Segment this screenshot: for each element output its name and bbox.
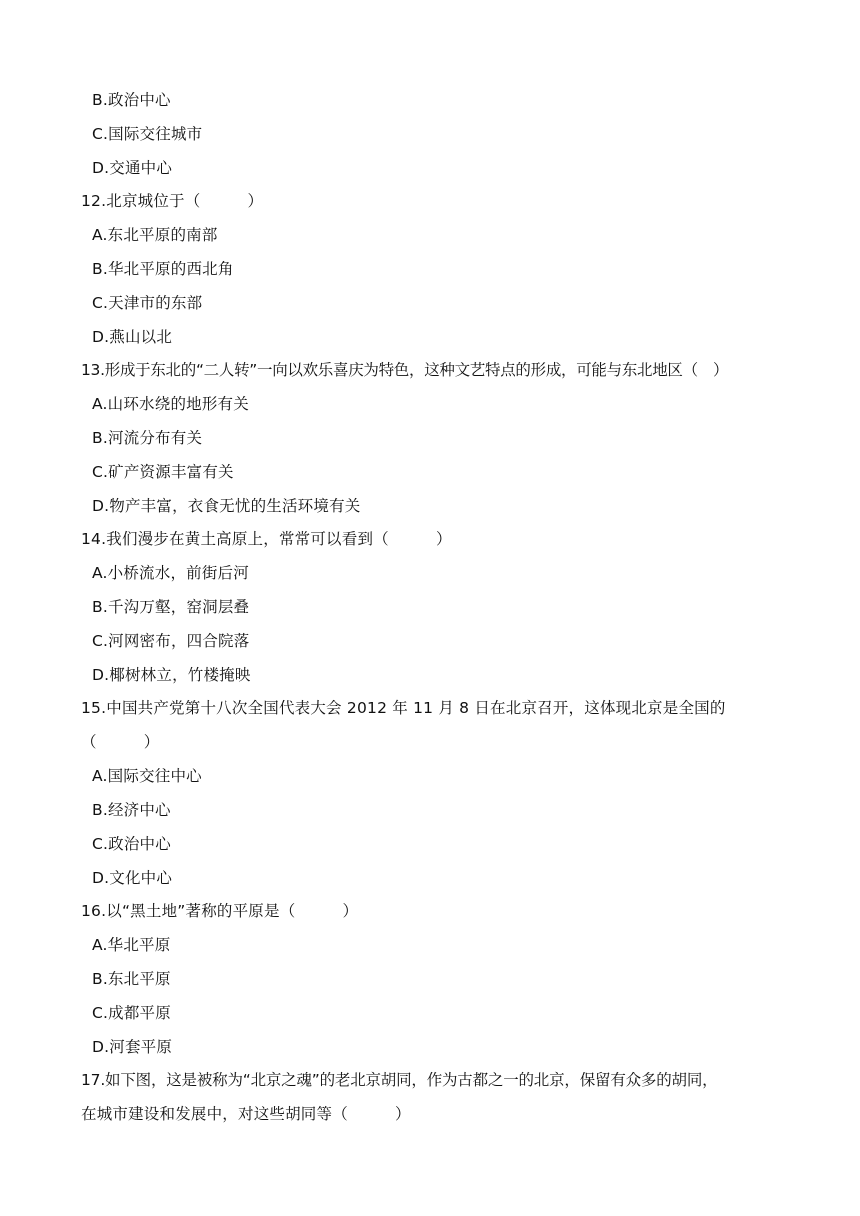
q12-option-d: D.燕山以北 [92,328,173,346]
q14-option-c: C.河网密布，四合院落 [92,632,250,650]
q16-option-a: A.华北平原 [92,936,171,954]
q12-option-b: B.华北平原的西北角 [92,260,234,278]
question-14: 14.我们漫步在黄土高原上，常常可以看到（ ） [81,530,452,548]
q13-option-d: D.物产丰富，衣食无忧的生活环境有关 [92,497,361,515]
question-17: 17.如下图，这是被称为“北京之魂”的老北京胡同，作为古都之一的北京，保留有众多的胡同， [81,1071,718,1089]
q13-option-a: A.山环水绕的地形有关 [92,395,249,413]
question-13: 13.形成于东北的“二人转”一向以欢乐喜庆为特色，这种文艺特点的形成，可能与东北地区（ ） [81,361,729,379]
question-16: 16.以“黑土地”著称的平原是（ ） [81,902,359,920]
question-17-continued: 在城市建设和发展中，对这些胡同等（ ） [81,1105,411,1123]
q16-option-c: C.成都平原 [92,1004,171,1022]
q13-option-b: B.河流分布有关 [92,429,203,447]
q14-option-b: B.千沟万壑，窑洞层叠 [92,598,250,616]
question-12: 12.北京城位于（ ） [81,192,264,210]
q11-option-b: B.政治中心 [92,91,171,109]
q16-option-d: D.河套平原 [92,1038,173,1056]
q15-option-d: D.文化中心 [92,869,173,887]
q14-option-d: D.椰树林立，竹楼掩映 [92,666,251,684]
q12-option-a: A.东北平原的南部 [92,226,218,244]
question-15-continued: （ ） [81,733,160,751]
q11-option-d: D.交通中心 [92,159,173,177]
q14-option-a: A.小桥流水，前街后河 [92,564,249,582]
q13-option-c: C.矿产资源丰富有关 [92,463,234,481]
q11-option-c: C.国际交往城市 [92,125,203,143]
question-15: 15.中国共产党第十八次全国代表大会 2012 年 11 月 8 日在北京召开，这体现北京是全国的 [81,699,726,717]
q15-option-b: B.经济中心 [92,801,171,819]
q12-option-c: C.天津市的东部 [92,294,203,312]
q15-option-a: A.国际交往中心 [92,767,202,785]
q16-option-b: B.东北平原 [92,970,171,988]
q15-option-c: C.政治中心 [92,835,171,853]
